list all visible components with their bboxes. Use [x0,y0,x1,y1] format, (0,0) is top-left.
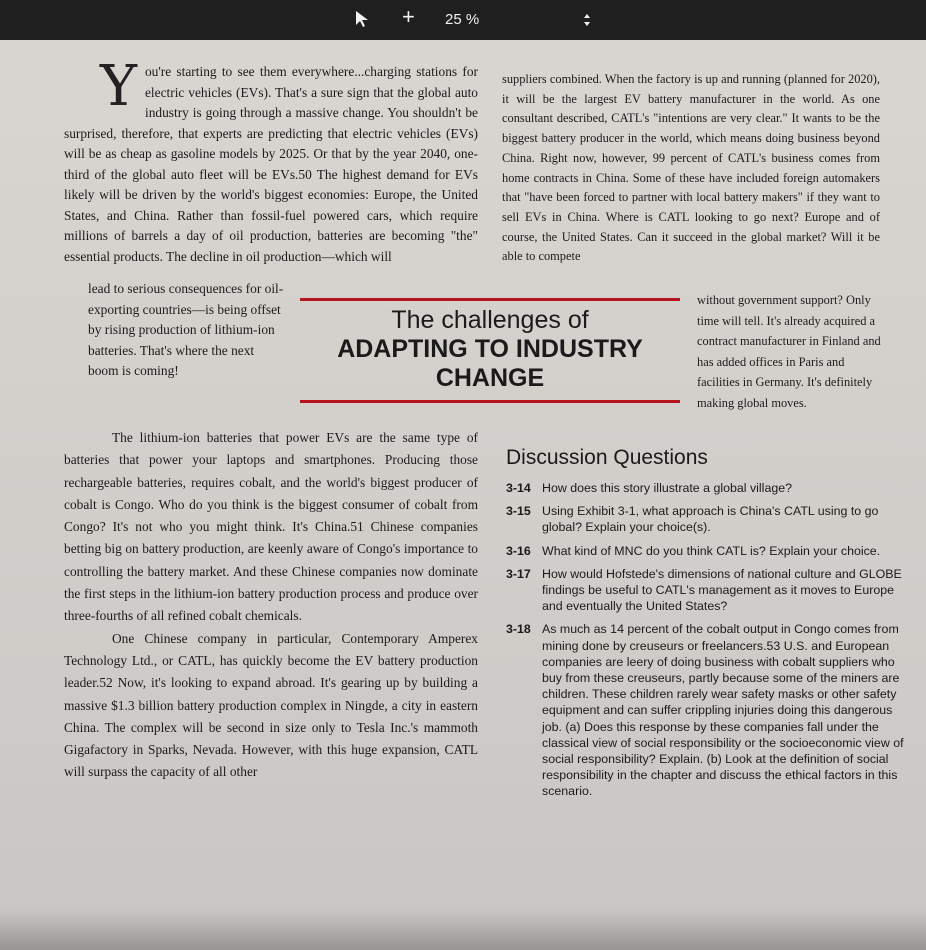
callout-title-line2: ADAPTING TO INDUSTRY [337,335,643,363]
callout-title-line1: The challenges of [391,306,589,334]
dropcap-letter: Y [100,54,137,119]
callout-rule-top [300,298,680,301]
discussion-question [506,621,906,799]
callout-rule-bottom [300,400,680,403]
cursor-pointer-icon[interactable] [354,10,370,32]
question-number: 3-14 [506,481,531,495]
discussion-question [506,543,906,559]
discussion-questions-list [506,480,906,807]
question-text: As much as 14 percent of the cobalt output in Congo comes from mining done by creuseurs or freelancers.53 U.S. and European companies are leery of doing business with cobalt suppliers who buy from these creuseurs, partly because some of the miners are children. These children rarely wear safety masks or other safety equipment and can suffer crippling injuries doing this dangerous job. (a) Does this response by these companies fall under the classical view of social responsibility or the socioeconomic view of social responsibility? Explain. (b) Look at the definition of social responsibility in the chapter and discuss the ethical factors in this scenario. [542,622,904,799]
question-text: How does this story illustrate a global village? [542,481,793,495]
question-number: 3-15 [506,504,531,519]
question-number: 3-16 [506,543,531,558]
discussion-question [506,503,906,535]
page-shadow [0,910,926,950]
article-narrow-left: lead to serious consequences for oil-exporting countries—is being offset by rising production of lithium-ion batteries. That's where the next boom is coming! [88,281,284,378]
title-callout [300,298,680,408]
body-paragraph-2: One Chinese company in particular, Contemporary Amperex Technology Ltd., or CATL, has quickly become the EV battery production leader.52 Now, it's looking to expand abroad. It's gearing up by building a massive $1.3 billion battery production complex in Ningde, a city in eastern China. The complex will be second in size only to Tesla Inc.'s mammoth Gigafactory in Sparks, Nevada. However, with this huge expansion, CATL will surpass the capacity of all other [64,630,478,780]
question-text: What kind of MNC do you think CATL is? Explain your choice. [542,543,881,558]
question-number: 3-17 [506,566,531,581]
article-intro [64,54,478,267]
question-text: How would Hofstede's dimensions of national culture and GLOBE findings be useful to CATL's management as it moves to Europe and eventually the United States? [542,566,902,614]
discussion-question [506,480,906,496]
article-narrow-right: without government support? Only time will tell. It's already acquired a contract manufacturer in Finland and has added offices in Paris and facilities in Germany. It's definitely making global moves. [697,293,881,410]
document-page [0,40,926,950]
body-paragraph-1: The lithium-ion batteries that power EVs are the same type of batteries that power your laptops and smartphones. Producing those rechargeable batteries, requires cobalt, and the world's biggest producer of cobalt is Congo. Who do you think is the biggest consumer of cobalt from Congo? It's not who you might think. It's China.51 Chinese companies betting big on battery production, are keenly aware of Congo's importance to controlling the battery market. And these Chinese companies now dominate the first steps in the lithium-ion battery production process and produce over three-fourths of all refined cobalt chemicals. [64,430,478,624]
question-number: 3-18 [506,622,531,637]
intro-text: ou're starting to see them everywhere...charging stations for electric vehicles (EVs). That's a sure sign that the global auto industry is going through a massive change. You shouldn't be surprised, therefore, that experts are predicting that electric vehicles (EVs) will be as cheap as gasoline models by 2025. Or that by the year 2040, one-third of the global auto fleet will be EVs.50 The highest demand for EVs likely will be driven by the world's biggest economies: Europe, the United States, and China. Rather than fossil-fuel powered cars, which require millions of barrels a day of oil production, batteries are becoming "the" essential products. The decline in oil production—which will [64,64,478,264]
viewer-toolbar [0,0,926,40]
discussion-question [506,566,906,615]
article-body-left [64,427,478,784]
zoom-level[interactable]: 25 % [445,11,480,28]
callout-title-line3: CHANGE [435,364,545,392]
plus-icon[interactable]: + [402,4,415,29]
question-text: Using Exhibit 3-1, what approach is China's CATL using to go global? Explain your choice(s). [542,504,879,535]
up-down-stepper-icon[interactable] [583,12,591,32]
discussion-heading: Discussion Questions [506,446,708,469]
article-right-column: suppliers combined. When the factory is up and running (planned for 2020), it will be the largest EV battery manufacturer in the world. As one consultant described, CATL's "intentions are very clear." It wants to be the biggest battery producer in the world, which means doing business beyond China. Right now, however, 99 percent of CATL's business comes from home contracts in China. Some of these have included foreign automakers that "have been forced to partner with local battery makers" if they want to sell EVs in China. Where is CATL looking to go next? Europe and of course, the United States. Can it succeed in the global market? Will it be able to compete [502,72,880,264]
